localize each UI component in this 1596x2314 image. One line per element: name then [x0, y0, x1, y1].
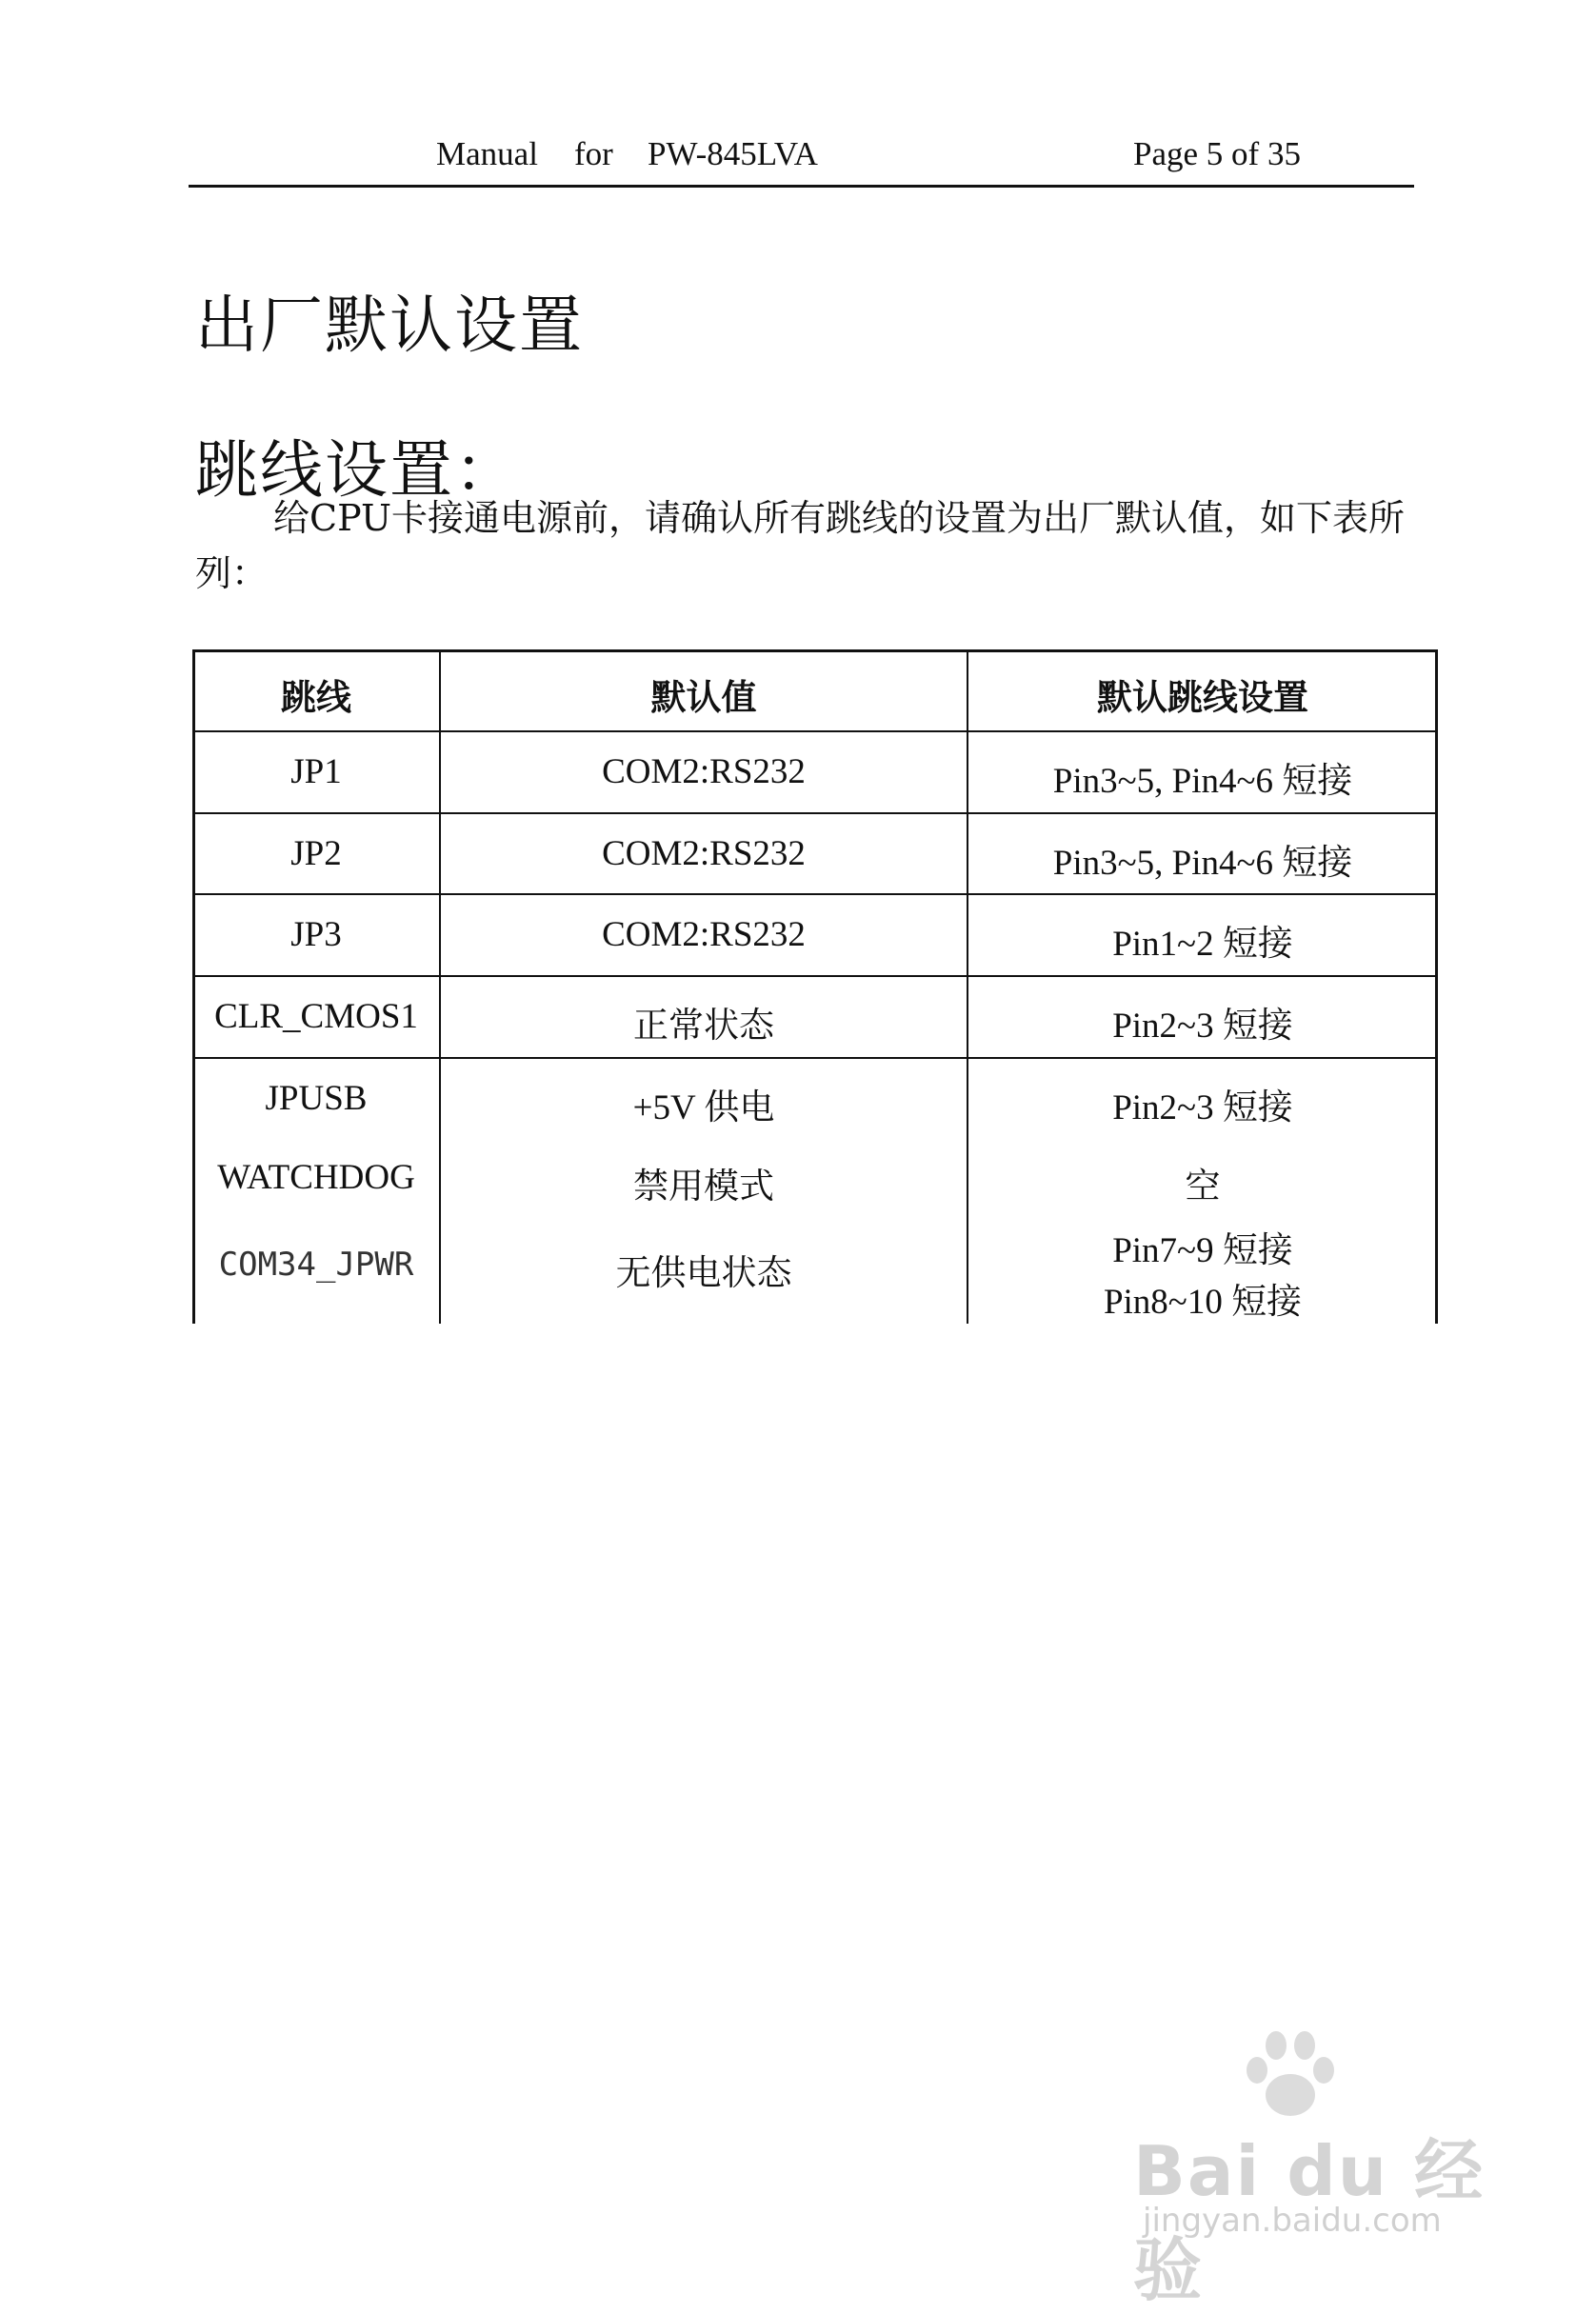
table-cell-default-setting: Pin1~2 短接: [1112, 925, 1293, 964]
subsection-title: 跳线设置：: [195, 433, 519, 507]
table-row-divider: [192, 893, 1438, 895]
table-cell-jumper: JP1: [290, 752, 342, 791]
table-cell-default-setting: Pin3~5, Pin4~6 短接: [1052, 762, 1353, 801]
table-cell-jumper: WATCHDOG: [217, 1158, 415, 1197]
page-header: [189, 130, 1414, 188]
table-cell-default-value: COM2:RS232: [602, 915, 806, 954]
table-cell-default-setting: Pin2~3 短接: [1112, 1007, 1293, 1046]
table-cell-default-value: +5V 供电: [632, 1088, 775, 1127]
table-cell-default-setting: Pin7~9 短接: [1112, 1231, 1293, 1270]
column-header-default-setting: 默认跳线设置: [1097, 677, 1308, 718]
watermark-logo: Bai du 经验: [1133, 2131, 1486, 2310]
table-cell-jumper: JPUSB: [265, 1079, 368, 1118]
section-title: 出厂默认设置: [195, 289, 584, 362]
watermark-url: jingyan.baidu.com: [1143, 2202, 1442, 2240]
table-row-divider: [192, 730, 1438, 732]
table-row-divider: [192, 812, 1438, 814]
table-row-divider: [192, 975, 1438, 977]
table-cell-jumper: JP2: [290, 834, 342, 873]
header-for: for: [574, 135, 613, 172]
table-cell-default-value: 正常状态: [633, 1005, 774, 1046]
table-row-divider: [192, 1057, 1438, 1059]
paw-icon: [1238, 2028, 1343, 2124]
header-page-number: Page 5 of 35: [1133, 135, 1301, 172]
jumper-table: [192, 649, 1438, 1324]
table-cell-jumper: JP3: [290, 915, 342, 954]
table-cell-default-value: COM2:RS232: [602, 834, 806, 873]
table-cell-default-setting-line2: Pin8~10 短接: [1103, 1283, 1303, 1322]
table-top-border: [192, 649, 1438, 652]
table-cell-jumper: COM34_JPWR: [218, 1246, 414, 1284]
table-cell-default-value: 禁用模式: [633, 1166, 774, 1207]
table-cell-default-setting: 空: [1185, 1166, 1221, 1207]
column-header-default-value: 默认值: [650, 677, 757, 718]
header-model: PW-845LVA: [648, 135, 818, 172]
header-manual: Manual: [436, 135, 538, 172]
intro-paragraph: 给CPU卡接通电源前，请确认所有跳线的设置为出厂默认值，如下表所列：: [195, 497, 1406, 594]
table-cell-default-setting: Pin3~5, Pin4~6 短接: [1052, 844, 1353, 883]
column-header-jumper: 跳线: [281, 677, 351, 718]
table-cell-default-setting: Pin2~3 短接: [1112, 1088, 1293, 1127]
table-cell-jumper: CLR_CMOS1: [214, 997, 418, 1036]
table-cell-default-value: 无供电状态: [615, 1252, 792, 1293]
baidu-jingyan-watermark: [1133, 2028, 1533, 2310]
table-cell-default-value: COM2:RS232: [602, 752, 806, 791]
